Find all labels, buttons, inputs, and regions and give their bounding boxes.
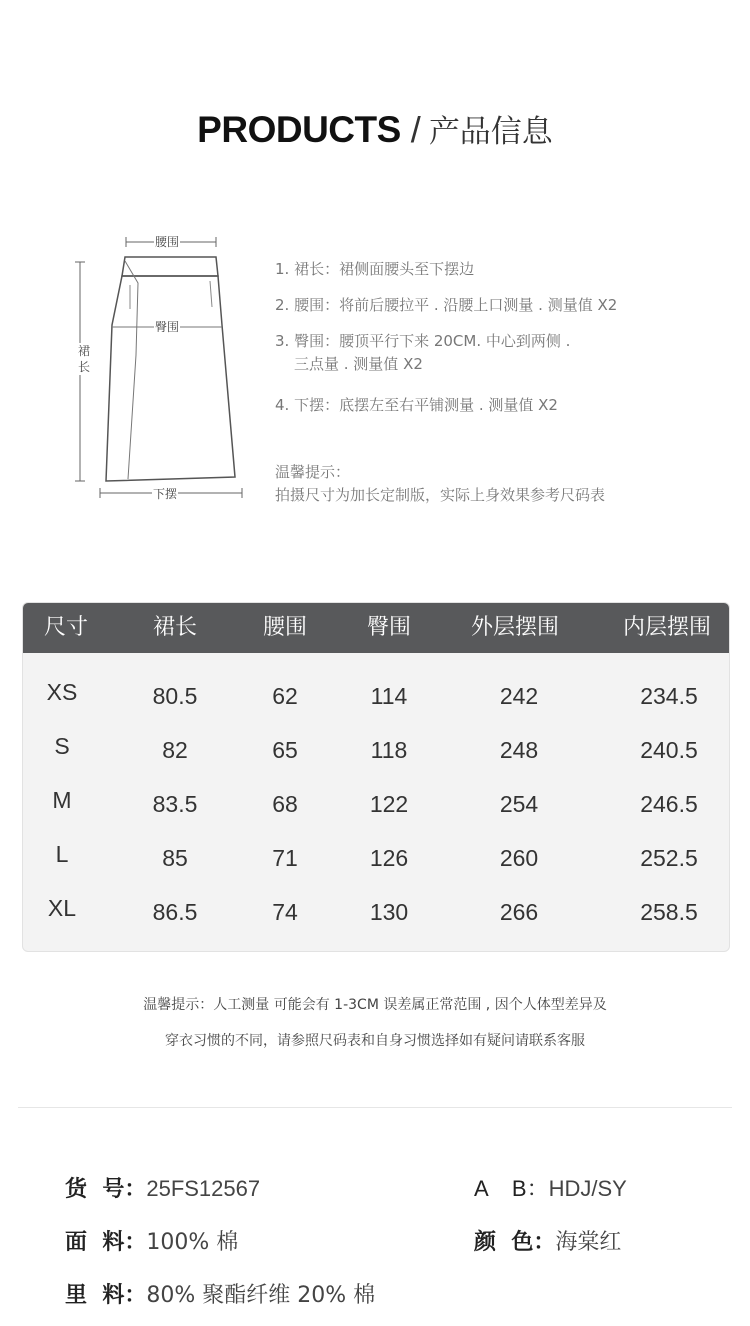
table-cell-waist: 68 [272, 791, 298, 817]
size-table [22, 602, 730, 952]
spec-lining: 里 料：80% 聚酯纤维 20% 棉 [65, 1283, 376, 1308]
measurement-tip-line1: 温馨提示：人工测量 可能会有 1-3CM 误差属正常范围 , 因个人体型差异及 [143, 997, 607, 1013]
section-divider [18, 1107, 732, 1108]
table-cell-inner-hem: 252.5 [640, 845, 698, 871]
diagram-label-hip: 臀围 [155, 320, 180, 334]
table-cell-waist: 71 [272, 845, 298, 871]
table-cell-outer-hem: 248 [499, 737, 539, 763]
skirt-measurement-diagram [70, 225, 255, 515]
table-cell-length: 80.5 [152, 683, 198, 709]
title-en: PRODUCTS [197, 109, 401, 150]
note-hem: 4. 下摆：底摆左至右平铺测量 . 测量值 X2 [275, 396, 558, 414]
diagram-label-length: 裙长 [77, 344, 90, 374]
spec-fabric: 面 料：100% 棉 [65, 1230, 239, 1255]
table-cell-hip: 122 [369, 791, 409, 817]
note-hip-cont: 三点量 . 测量值 X2 [294, 355, 423, 373]
table-cell-size: M [52, 787, 72, 813]
spec-ab-value: HDJ/SY [548, 1176, 627, 1201]
spec-item-no-label: 货 号 [65, 1177, 125, 1202]
title-cn: 产品信息 [428, 114, 553, 150]
note-length: 1. 裙长：裙侧面腰头至下摆边 [275, 260, 475, 278]
table-cell-size: XS [46, 679, 78, 705]
note-tip-text: 拍摄尺寸为加长定制版，实际上身效果参考尺码表 [275, 486, 606, 504]
skirt-outline-icon [70, 225, 255, 515]
note-waist: 2. 腰围：将前后腰拉平 . 沿腰上口测量 . 测量值 X2 [275, 296, 618, 314]
table-cell-inner-hem: 246.5 [640, 791, 698, 817]
table-cell-size: S [54, 733, 70, 759]
table-cell-length: 82 [162, 737, 188, 763]
table-header [23, 603, 730, 653]
title-separator: / [410, 109, 421, 150]
table-cell-length: 85 [162, 845, 188, 871]
page-title [0, 106, 750, 151]
header-outer-hem: 外层摆围 [470, 615, 559, 640]
table-cell-hip: 114 [370, 683, 408, 709]
table-cell-outer-hem: 260 [499, 845, 539, 871]
note-hip: 3. 臀围：腰顶平行下来 20CM. 中心到两侧 . [275, 332, 571, 350]
table-cell-hip: 118 [370, 737, 408, 763]
spec-fabric-label: 面 料 [65, 1230, 125, 1255]
table-cell-waist: 62 [272, 683, 298, 709]
header-size: 尺寸 [43, 615, 88, 640]
spec-color-label: 颜 色 [474, 1230, 534, 1255]
spec-item-no-value: 25FS12567 [146, 1176, 261, 1201]
table-cell-hip: 130 [369, 899, 409, 925]
spec-fabric-value: 100% 棉 [146, 1230, 239, 1255]
table-cell-waist: 74 [272, 899, 298, 925]
spec-color-value: 海棠红 [555, 1230, 622, 1255]
table-cell-size: XL [47, 895, 77, 921]
header-hip: 臀围 [366, 615, 411, 640]
table-cell-outer-hem: 242 [499, 683, 539, 709]
spec-ab-label: A B [474, 1176, 527, 1201]
spec-lining-value: 80% 聚酯纤维 20% 棉 [146, 1283, 376, 1308]
header-inner-hem: 内层摆围 [622, 615, 711, 640]
table-cell-outer-hem: 254 [499, 791, 539, 817]
table-cell-hip: 126 [369, 845, 409, 871]
table-cell-waist: 65 [272, 737, 298, 763]
note-tip-title: 温馨提示： [275, 463, 351, 481]
measurement-tip-line2: 穿衣习惯的不同，请参照尺码表和自身习惯选择如有疑问请联系客服 [165, 1033, 585, 1049]
spec-lining-label: 里 料 [65, 1283, 125, 1308]
header-length: 裙长 [152, 615, 197, 640]
table-cell-inner-hem: 258.5 [640, 899, 698, 925]
spec-ab: A B：HDJ/SY [474, 1176, 627, 1202]
table-cell-length: 86.5 [152, 899, 198, 925]
table-cell-length: 83.5 [152, 791, 198, 817]
table-cell-size: L [55, 841, 69, 867]
spec-item-no: 货 号：25FS12567 [65, 1176, 261, 1202]
spec-color: 颜 色：海棠红 [474, 1230, 622, 1255]
table-cell-outer-hem: 266 [499, 899, 539, 925]
header-waist: 腰围 [262, 615, 307, 640]
table-cell-inner-hem: 240.5 [640, 737, 698, 763]
diagram-label-hem: 下摆 [153, 487, 178, 501]
table-cell-inner-hem: 234.5 [640, 683, 698, 709]
diagram-label-waist: 腰围 [155, 235, 180, 249]
